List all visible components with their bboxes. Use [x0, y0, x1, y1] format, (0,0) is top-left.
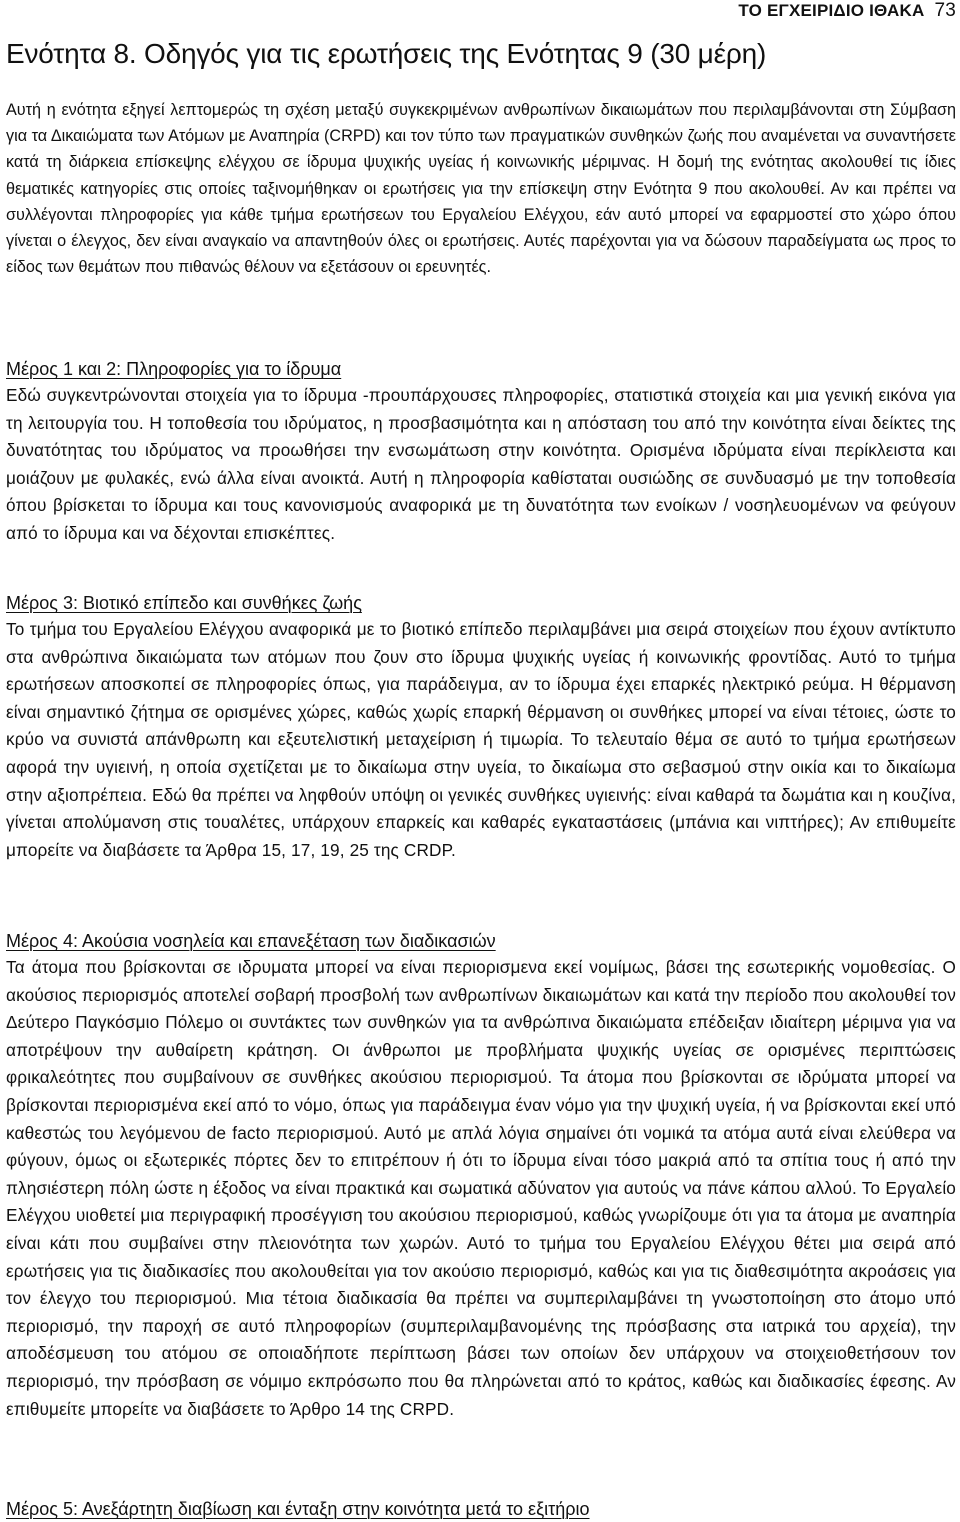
- section-title: Ενότητα 8. Οδηγός για τις ερωτήσεις της Ενότητας 9 (30 μέρη): [6, 38, 767, 69]
- part-3-block: [6, 590, 956, 864]
- page-number: 73: [934, 0, 956, 21]
- running-title: ΤΟ ΕΓΧΕΙΡΙΔΙΟ ΙΘΑΚΑ: [738, 1, 925, 20]
- part-3-body: Το τμήμα του Εργαλείου Ελέγχου αναφορικά με το βιοτικό επίπεδο περιλαμβάνει μια σειρά στοιχείων που έχουν αντίκτυπο στα ανθρώπινα δικαιώματα των ατόμων που ζουν στο ίδρυμα ψυχικής υγείας ή κοινωνικής φροντίδας. Αυτό το τμήμα ερωτήσεων αποσκοπεί σε πληροφορίες όπως, για παράδειγμα, αν το ίδρυμα έχει επαρκές ηλεκτρικό ρεύμα. Η θέρμανση είναι σημαντικό ζήτημα σε ορισμένες χώρες, καθώς χωρίς επαρκή θέρμανση οι συνθήκες μπορεί να είναι τέτοιες, ώστε το κρύο να συνιστά απάνθρωπη και εξευτελιστική μεταχείριση ή τιμωρία. Το τελευταίο θέμα σε αυτό το τμήμα ερωτήσεων αφορά την υγιεινή, η οποία σχετίζεται με το δικαίωμα στην υγεία, το δικαίωμα στο σεβασμού στην οικία και το δικαίωμα στην αξιοπρέπεια. Εδώ θα πρέπει να ληφθούν υπόψη οι γενικές συνθήκες υγιεινής: είναι καθαρά τα δωμάτια και η κουζίνα, γίνεται απολύμανση στις τουαλέτες, υπάρχουν επαρκείς και καθαρές εγκαταστάσεις (μπάνια και νιπτήρες); Αν επιθυμείτε μπορείτε να διαβάσετε τα Άρθρα 15, 17, 19, 25 της CRDP.: [6, 619, 956, 860]
- part-1-2-block: [6, 356, 956, 548]
- part-4-block: [6, 928, 956, 1423]
- part-4-heading: Μέρος 4: Ακούσια νοσηλεία και επανεξέταση των διαδικασιών: [6, 931, 496, 951]
- running-header: [738, 0, 956, 22]
- part-5-block: [6, 1496, 956, 1522]
- part-1-2-body: Εδώ συγκεντρώνονται στοιχεία για το ίδρυμα -προυπάρχουσες πληροφορίες, στατιστικά στοιχεία και μια γενική εικόνα για τη λειτουργία του. Η τοποθεσία του ιδρύματος, η προσβασιμότητα και η απόσταση του από την κοινότητα είναι δείκτες της δυνατότητας του ιδρύματος να προωθήσει την ενσωμάτωση στην κοινότητα. Ορισμένα ιδρύματα είναι περίκλειστα και μοιάζουν με φυλακές, ενώ άλλα είναι ανοικτά. Αυτή η πληροφορία καθίσταται ουσιώδης σε συνδυασμό με την τοποθεσία όπου βρίσκεται το ίδρυμα και τους κανονισμούς αναφορικά με τη δυνατότητα των ενοίκων / νοσηλευομένων να φεύγουν από το ίδρυμα και να δέχονται επισκέπτες.: [6, 385, 956, 543]
- section-intro-paragraph: Αυτή η ενότητα εξηγεί λεπτομερώς τη σχέση μεταξύ συγκεκριμένων ανθρωπίνων δικαιωμάτων που περιλαμβάνονται στη Σύμβαση για τα Δικαιώματα των Ατόμων με Αναπηρία (CRPD) και τον τύπο των πραγματικών συνθηκών ζωής που αναμένεται να συναντήσετε κατά τη διάρκεια επίσκεψης ελέγχου σε ίδρυμα ψυχικής υγείας ή κοινωνικής μέριμνας. Η δομή της ενότητας ακολουθεί τις ίδιες θεματικές κατηγορίες στις οποίες ταξινομήθηκαν οι ερωτήσεις για την επίσκεψη στην Ενότητα 9 που ακολουθεί. Αν και πρέπει να συλλέγονται πληροφορίες για κάθε τμήμα ερωτήσεων του Εργαλείου Ελέγχου, εάν αυτό μπορεί να εφαρμοστεί στο χώρο όπου γίνεται ο έλεγχος, δεν είναι αναγκαίο να απαντηθούν όλες οι ερωτήσεις. Αυτές παρέχονται για να δώσουν παραδείγματα ως προς το είδος των θεμάτων που πιθανώς θέλουν να εξετάσουν οι ερευνητές.: [6, 101, 956, 277]
- part-1-2-heading: Μέρος 1 και 2: Πληροφορίες για το ίδρυμα: [6, 359, 342, 379]
- part-4-body: Τα άτομα που βρίσκονται σε ιδρυματα μπορεί να είναι περιορισμενα εκεί νομίμως, βάσει της εσωτερικής νομοθεσίας. Ο ακούσιος περιορισμός αποτελεί σοβαρή προσβολή των ανθρωπίνων δικαιωμάτων και κατά την περίοδο που ακολουθεί τον Δεύτερο Παγκόσμιο Πόλεμο οι συντάκτες των συνθηκών για τα ανθρώπινα δικαιώματα επέδειξαν ιδιαίτερη μέριμνα για να αποτρέψουν την αυθαίρετη κράτηση. Οι άνθρωποι με προβλήματα ψυχικής υγείας σε ορισμένες περιπτώσεις φρικαλεότητες που συμβαίνουν σε συνθήκες ακούσιου περιορισμού. Τα άτομα που βρίσκονται σε ιδρύματα μπορεί να βρίσκονται περιορισμένα εκεί από το νόμο, όπως για παράδειγμα έναν νόμο για την ψυχική υγεία, ή να βρίσκονται εκεί υπό καθεστώς του λεγόμενου de facto περιορισμού. Αυτό με απλά λόγια σημαίνει ότι νομικά τα ατόμα αυτά είναι ελεύθερα να φύγουν, όμως οι εξωτερικές πόρτες δεν το επιτρέπουν ή ότι το ίδρυμα είναι τόσο μακριά από τα σπίτια τους ή από την πλησιέστερη πόλη ώστε η έξοδος να είναι πρακτικά και σωματικά αδύνατον για αυτούς να πάνε κάπου αλλού. Το Εργαλείο Ελέγχου υιοθετεί μια περιγραφική προσέγγιση του ακούσιου περιορισμού, καθώς γνωρίζουμε ότι για τα άτομα με αναπηρία είναι κάτι που συμβαίνει στην πλειονότητα των χωρών. Αυτό το τμήμα του Εργαλείου Ελέγχου θέτει μια σειρά από ερωτήσεις για τις διαδικασίες που ακολουθείται για τον ακούσιο περιορισμό, καθώς και για τις διαθεσιμότητα ακροάσεις για τον έλεγχο του περιορισμού. Μια τέτοια διαδικασία θα πρέπει να συμπεριλαμβάνει τη γνωστοποίηση στο άτομο υπό περιορισμό, την παροχή σε αυτό πληροφορίων (συμπεριλαμβανομένης της πρόσβασης στα ιατρικά του αρχεία), την αποδέσμευση του ατόμου σε οποιαδήποτε περίπτωση βάσει των οποίων δεν υπάρχουν να στοιχειοθετήσουν τον περιορισμό, την πρόσβαση σε νόμιμο εκπρόσωπο που θα πληρώνεται από το κράτος, καθώς και διαδικασίες έφεσης. Αν επιθυμείτε μπορείτε να διαβάσετε το Άρθρο 14 της CRPD.: [6, 957, 956, 1419]
- part-5-heading: Μέρος 5: Ανεξάρτητη διαβίωση και ένταξη στην κοινότητα μετά το εξιτήριο: [6, 1499, 590, 1519]
- part-3-heading: Μέρος 3: Βιοτικό επίπεδο και συνθήκες ζωής: [6, 593, 362, 613]
